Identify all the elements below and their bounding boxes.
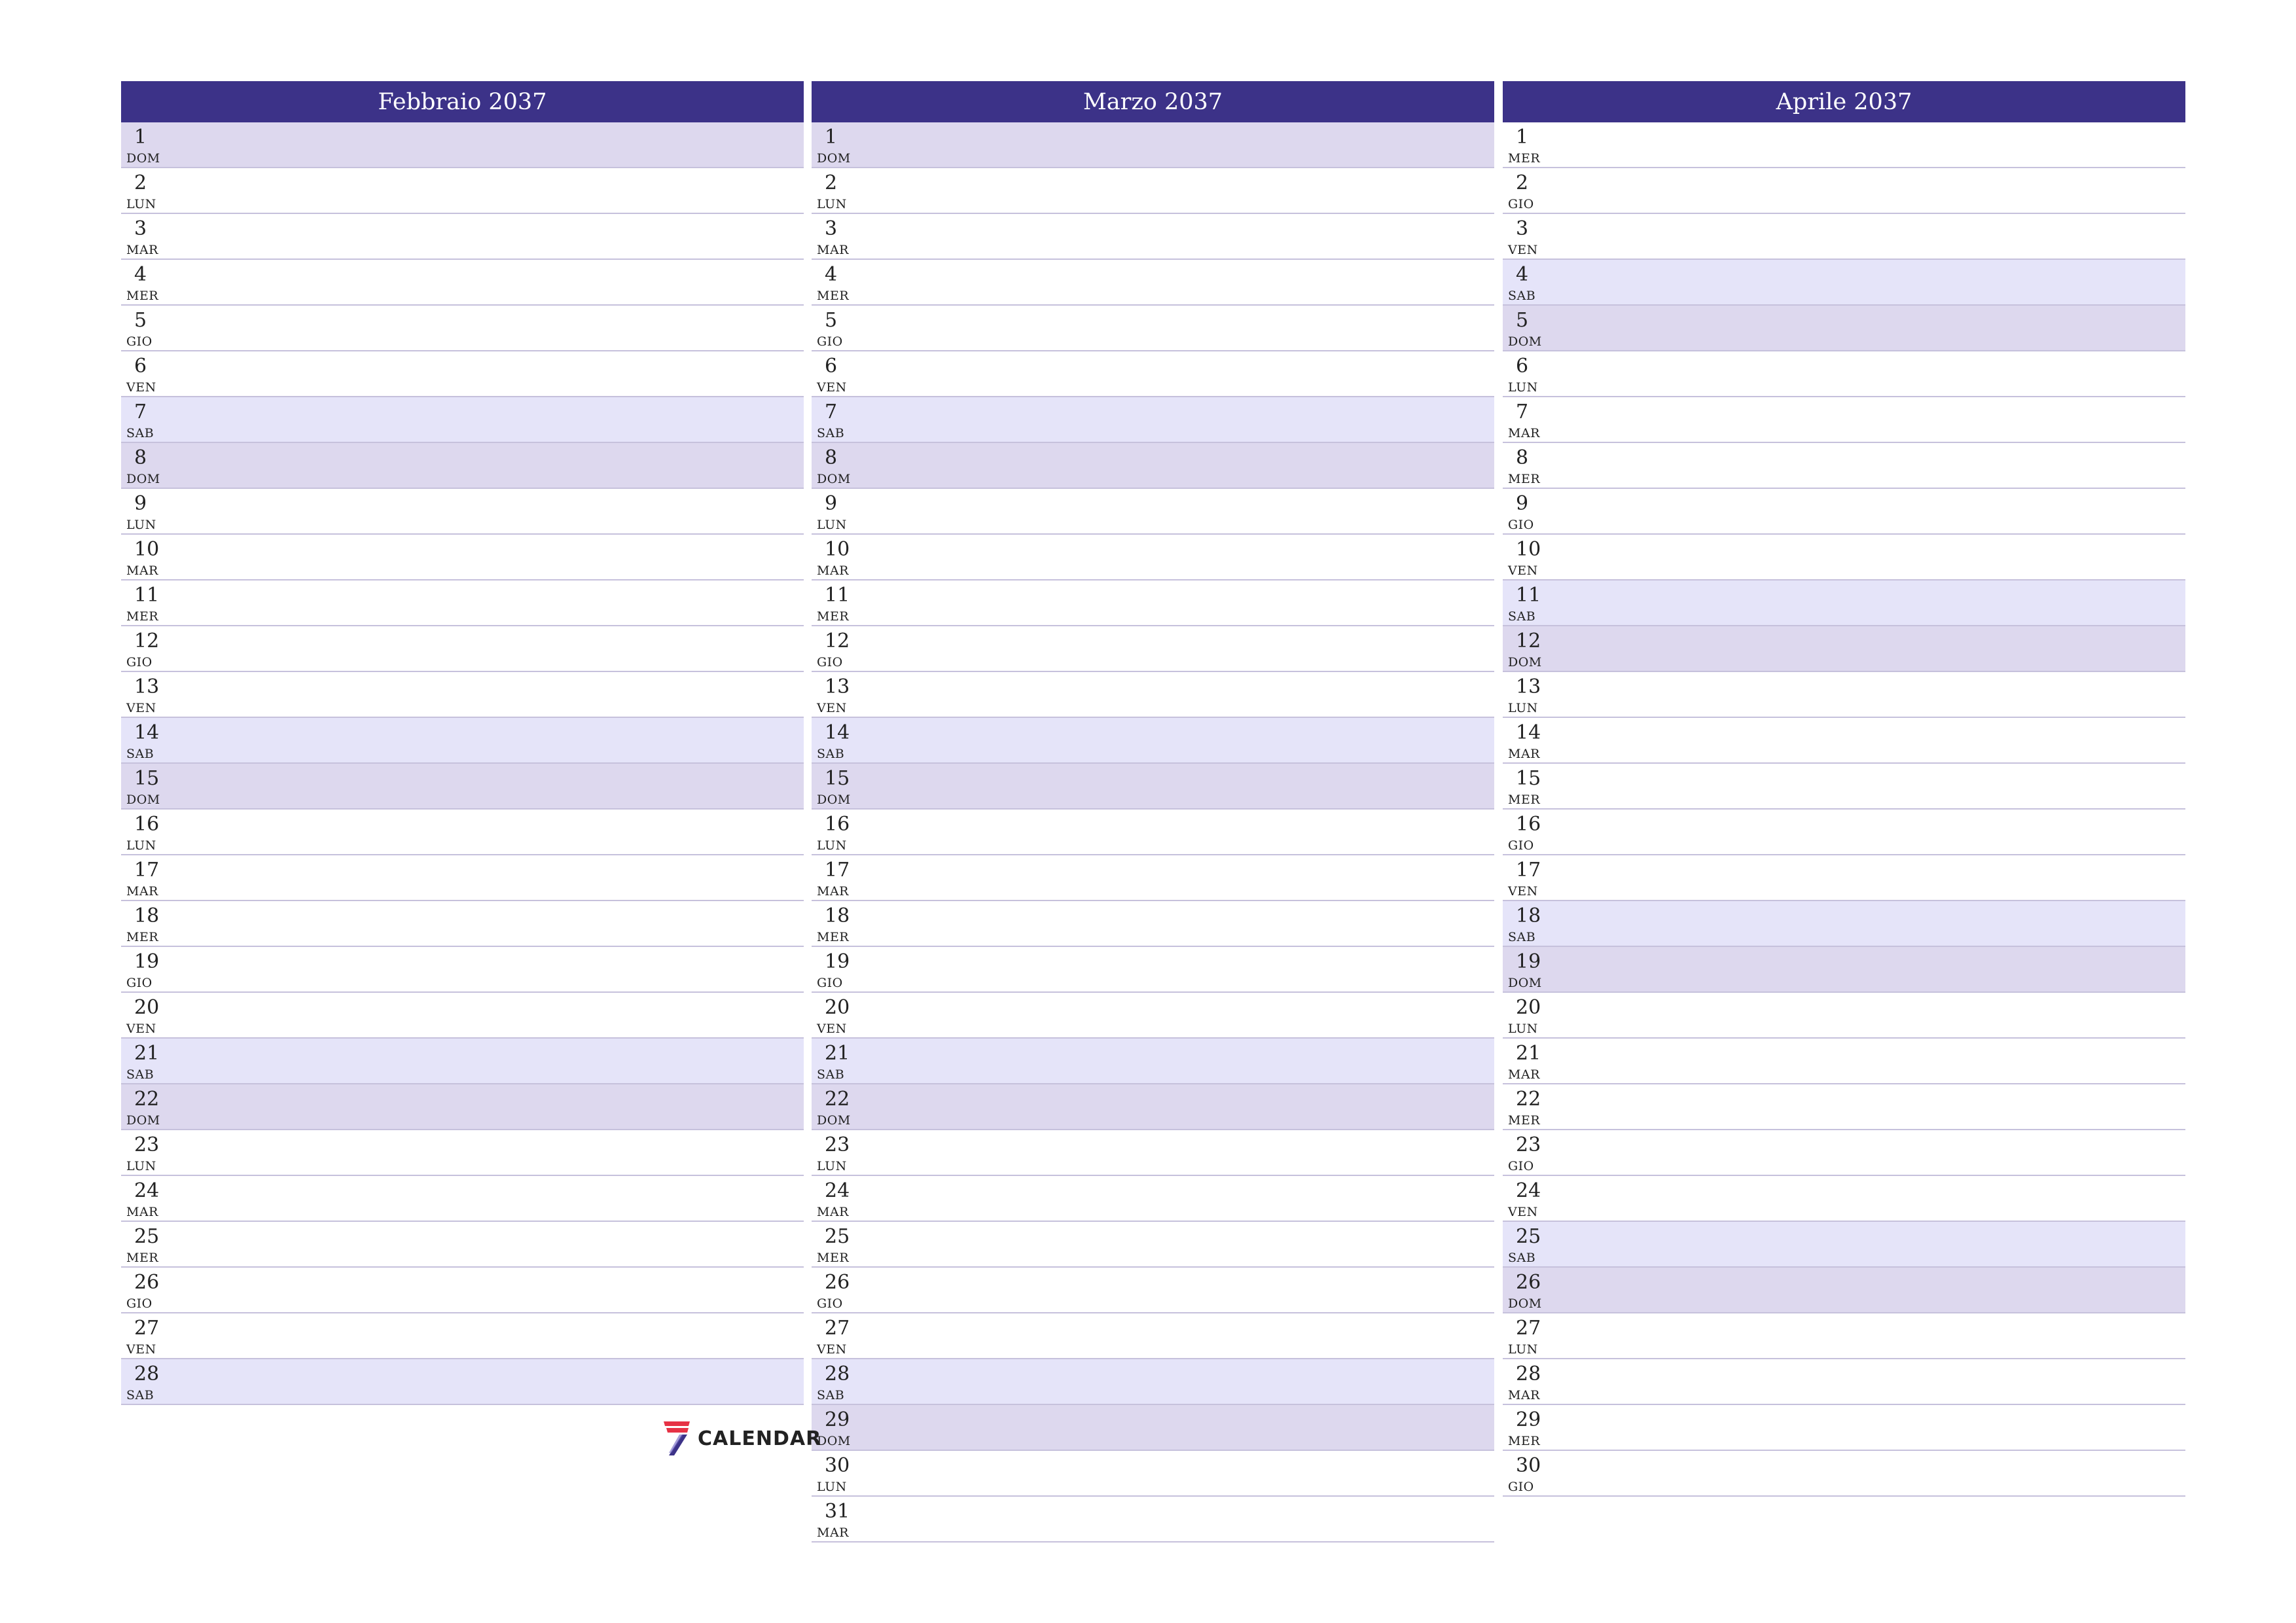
- weekday-abbr: SAB: [126, 1067, 154, 1082]
- day-row: [1503, 1313, 2185, 1359]
- seven-logo-icon: [662, 1420, 691, 1457]
- day-row: [812, 672, 1494, 718]
- weekday-abbr: SAB: [1508, 609, 1536, 624]
- day-number: 7: [1516, 401, 1529, 423]
- day-row: [1503, 1039, 2185, 1084]
- weekday-abbr: VEN: [1508, 563, 1538, 578]
- weekday-abbr: DOM: [1508, 655, 1542, 669]
- weekday-abbr: DOM: [817, 793, 851, 807]
- day-number: 30: [825, 1454, 850, 1477]
- day-number: 26: [1516, 1271, 1541, 1294]
- day-number: 22: [825, 1088, 850, 1111]
- day-number: 30: [1516, 1454, 1541, 1477]
- weekday-abbr: SAB: [126, 426, 154, 440]
- weekday-abbr: VEN: [1508, 243, 1538, 257]
- day-row: [121, 535, 804, 580]
- weekday-abbr: GIO: [817, 976, 843, 990]
- day-number: 9: [1516, 492, 1529, 515]
- weekday-abbr: MER: [126, 609, 159, 624]
- day-number: 21: [134, 1042, 160, 1065]
- day-row: [812, 397, 1494, 443]
- weekday-abbr: SAB: [1508, 1251, 1536, 1265]
- day-number: 13: [1516, 675, 1541, 698]
- day-number: 2: [1516, 171, 1529, 194]
- day-number: 19: [134, 950, 160, 973]
- day-number: 28: [825, 1363, 850, 1385]
- weekday-abbr: DOM: [126, 151, 160, 166]
- weekday-abbr: VEN: [817, 380, 847, 395]
- weekday-abbr: MER: [1508, 151, 1541, 166]
- day-row: [121, 764, 804, 810]
- day-number: 22: [1516, 1088, 1541, 1111]
- day-row: [121, 1039, 804, 1084]
- weekday-abbr: LUN: [817, 518, 847, 532]
- day-number: 4: [825, 263, 838, 286]
- weekday-abbr: LUN: [126, 197, 156, 211]
- day-number: 18: [825, 904, 850, 927]
- day-number: 22: [134, 1088, 160, 1111]
- day-number: 28: [1516, 1363, 1541, 1385]
- day-number: 1: [1516, 126, 1529, 149]
- weekday-abbr: MER: [1508, 472, 1541, 486]
- day-number: 12: [134, 630, 160, 652]
- weekday-abbr: GIO: [126, 1296, 152, 1311]
- day-list: [812, 122, 1494, 1543]
- day-number: 14: [1516, 721, 1541, 744]
- day-number: 16: [134, 813, 160, 836]
- weekday-abbr: SAB: [1508, 930, 1536, 944]
- day-row: [121, 351, 804, 397]
- day-row: [121, 1130, 804, 1176]
- weekday-abbr: MER: [126, 289, 159, 303]
- day-row: [1503, 397, 2185, 443]
- day-number: 17: [134, 859, 160, 882]
- day-number: 20: [825, 996, 850, 1019]
- weekday-abbr: GIO: [126, 976, 152, 990]
- day-row: [121, 672, 804, 718]
- day-row: [1503, 626, 2185, 672]
- weekday-abbr: VEN: [1508, 884, 1538, 899]
- weekday-abbr: LUN: [1508, 380, 1538, 395]
- day-number: 2: [134, 171, 147, 194]
- day-row: [1503, 580, 2185, 626]
- weekday-abbr: SAB: [817, 747, 845, 761]
- day-row: [812, 855, 1494, 901]
- day-number: 13: [134, 675, 160, 698]
- day-row: [1503, 168, 2185, 214]
- day-row: [1503, 260, 2185, 306]
- day-number: 3: [134, 217, 147, 240]
- day-number: 31: [825, 1500, 850, 1523]
- day-row: [812, 718, 1494, 764]
- day-row: [812, 580, 1494, 626]
- day-row: [812, 168, 1494, 214]
- weekday-abbr: SAB: [817, 1067, 845, 1082]
- weekday-abbr: DOM: [126, 1113, 160, 1128]
- weekday-abbr: DOM: [1508, 1296, 1542, 1311]
- day-row: [121, 214, 804, 260]
- day-row: [121, 1222, 804, 1268]
- day-number: 5: [825, 309, 838, 332]
- weekday-abbr: MAR: [126, 1205, 158, 1219]
- day-row: [1503, 993, 2185, 1039]
- day-row: [812, 1313, 1494, 1359]
- brand-logo: [662, 1420, 821, 1457]
- day-number: 10: [1516, 538, 1541, 561]
- day-number: 9: [134, 492, 147, 515]
- day-row: [812, 122, 1494, 168]
- weekday-abbr: VEN: [817, 1022, 847, 1036]
- day-row: [1503, 1268, 2185, 1313]
- day-row: [1503, 306, 2185, 351]
- weekday-abbr: LUN: [817, 1480, 847, 1494]
- day-row: [121, 718, 804, 764]
- day-number: 19: [1516, 950, 1541, 973]
- day-row: [812, 443, 1494, 489]
- weekday-abbr: MAR: [1508, 1388, 1540, 1402]
- weekday-abbr: DOM: [1508, 334, 1542, 349]
- day-number: 29: [1516, 1408, 1541, 1431]
- month-title: Aprile 2037: [1503, 81, 2185, 122]
- weekday-abbr: MER: [126, 930, 159, 944]
- day-row: [812, 947, 1494, 993]
- day-row: [121, 260, 804, 306]
- day-number: 8: [134, 446, 147, 469]
- day-number: 15: [1516, 767, 1541, 790]
- day-number: 6: [134, 355, 147, 378]
- day-row: [812, 260, 1494, 306]
- day-number: 20: [134, 996, 160, 1019]
- weekday-abbr: MAR: [817, 1525, 849, 1540]
- day-row: [121, 1268, 804, 1313]
- weekday-abbr: LUN: [126, 838, 156, 853]
- day-row: [1503, 1176, 2185, 1222]
- day-number: 24: [825, 1179, 850, 1202]
- day-number: 17: [1516, 859, 1541, 882]
- day-row: [121, 168, 804, 214]
- day-number: 27: [825, 1317, 850, 1340]
- weekday-abbr: GIO: [817, 655, 843, 669]
- day-row: [1503, 1451, 2185, 1497]
- weekday-abbr: VEN: [126, 1342, 156, 1357]
- day-number: 28: [134, 1363, 160, 1385]
- day-row: [121, 855, 804, 901]
- day-number: 12: [1516, 630, 1541, 652]
- day-number: 24: [1516, 1179, 1541, 1202]
- day-number: 6: [1516, 355, 1529, 378]
- day-row: [812, 1268, 1494, 1313]
- weekday-abbr: MAR: [1508, 426, 1540, 440]
- day-row: [812, 901, 1494, 947]
- day-number: 12: [825, 630, 850, 652]
- day-number: 26: [825, 1271, 850, 1294]
- day-row: [121, 810, 804, 855]
- day-row: [812, 1497, 1494, 1543]
- day-number: 7: [825, 401, 838, 423]
- weekday-abbr: VEN: [817, 701, 847, 715]
- day-row: [812, 626, 1494, 672]
- day-number: 3: [825, 217, 838, 240]
- weekday-abbr: SAB: [1508, 289, 1536, 303]
- day-row: [1503, 214, 2185, 260]
- day-row: [121, 122, 804, 168]
- weekday-abbr: LUN: [1508, 1022, 1538, 1036]
- weekday-abbr: VEN: [126, 701, 156, 715]
- weekday-abbr: MER: [1508, 1113, 1541, 1128]
- day-row: [1503, 351, 2185, 397]
- day-row: [812, 1084, 1494, 1130]
- weekday-abbr: MAR: [126, 884, 158, 899]
- weekday-abbr: SAB: [126, 1388, 154, 1402]
- day-number: 8: [825, 446, 838, 469]
- day-number: 4: [1516, 263, 1529, 286]
- weekday-abbr: DOM: [817, 472, 851, 486]
- weekday-abbr: GIO: [126, 334, 152, 349]
- day-number: 3: [1516, 217, 1529, 240]
- day-row: [812, 1405, 1494, 1451]
- weekday-abbr: VEN: [126, 1022, 156, 1036]
- day-number: 11: [1516, 584, 1541, 607]
- weekday-abbr: MAR: [126, 243, 158, 257]
- weekday-abbr: DOM: [817, 1434, 851, 1448]
- day-row: [1503, 1405, 2185, 1451]
- day-number: 7: [134, 401, 147, 423]
- day-row: [812, 1176, 1494, 1222]
- weekday-abbr: GIO: [1508, 197, 1534, 211]
- day-number: 18: [1516, 904, 1541, 927]
- day-row: [121, 580, 804, 626]
- day-number: 14: [134, 721, 160, 744]
- day-number: 11: [825, 584, 850, 607]
- day-row: [1503, 443, 2185, 489]
- weekday-abbr: GIO: [1508, 1159, 1534, 1173]
- day-row: [121, 397, 804, 443]
- day-number: 26: [134, 1271, 160, 1294]
- month-title: Marzo 2037: [812, 81, 1494, 122]
- day-row: [812, 1130, 1494, 1176]
- day-row: [1503, 1130, 2185, 1176]
- day-number: 29: [825, 1408, 850, 1431]
- day-number: 23: [1516, 1133, 1541, 1156]
- weekday-abbr: GIO: [1508, 838, 1534, 853]
- day-row: [812, 993, 1494, 1039]
- weekday-abbr: GIO: [126, 655, 152, 669]
- day-number: 16: [1516, 813, 1541, 836]
- day-number: 27: [1516, 1317, 1541, 1340]
- weekday-abbr: MER: [126, 1251, 159, 1265]
- day-row: [1503, 1359, 2185, 1405]
- weekday-abbr: DOM: [126, 793, 160, 807]
- day-number: 24: [134, 1179, 160, 1202]
- day-row: [121, 1313, 804, 1359]
- day-row: [812, 351, 1494, 397]
- day-row: [812, 306, 1494, 351]
- month-column-3: [1503, 81, 2185, 1497]
- weekday-abbr: MER: [1508, 793, 1541, 807]
- day-number: 2: [825, 171, 838, 194]
- day-number: 1: [825, 126, 838, 149]
- day-row: [121, 901, 804, 947]
- logo-text: CALENDAR: [698, 1427, 822, 1450]
- weekday-abbr: MAR: [817, 884, 849, 899]
- weekday-abbr: VEN: [817, 1342, 847, 1357]
- day-row: [1503, 810, 2185, 855]
- day-row: [121, 947, 804, 993]
- weekday-abbr: MAR: [817, 243, 849, 257]
- weekday-abbr: DOM: [817, 1113, 851, 1128]
- day-number: 5: [1516, 309, 1529, 332]
- day-row: [121, 443, 804, 489]
- day-row: [1503, 672, 2185, 718]
- weekday-abbr: MAR: [817, 563, 849, 578]
- month-column-2: [812, 81, 1494, 1543]
- day-row: [1503, 1084, 2185, 1130]
- weekday-abbr: GIO: [1508, 518, 1534, 532]
- day-row: [812, 489, 1494, 535]
- day-number: 1: [134, 126, 147, 149]
- weekday-abbr: SAB: [817, 1388, 845, 1402]
- day-row: [121, 1359, 804, 1405]
- day-row: [1503, 855, 2185, 901]
- day-number: 13: [825, 675, 850, 698]
- day-number: 11: [134, 584, 160, 607]
- weekday-abbr: SAB: [817, 426, 845, 440]
- day-number: 25: [1516, 1225, 1541, 1248]
- day-list: [1503, 122, 2185, 1497]
- weekday-abbr: MER: [817, 1251, 850, 1265]
- day-row: [1503, 718, 2185, 764]
- day-row: [812, 810, 1494, 855]
- weekday-abbr: DOM: [126, 472, 160, 486]
- weekday-abbr: MAR: [817, 1205, 849, 1219]
- weekday-abbr: MAR: [1508, 747, 1540, 761]
- day-number: 23: [134, 1133, 160, 1156]
- weekday-abbr: LUN: [126, 1159, 156, 1173]
- day-number: 18: [134, 904, 160, 927]
- weekday-abbr: VEN: [1508, 1205, 1538, 1219]
- weekday-abbr: DOM: [1508, 976, 1542, 990]
- weekday-abbr: VEN: [126, 380, 156, 395]
- month-column-1: [121, 81, 804, 1405]
- day-row: [121, 1176, 804, 1222]
- day-row: [1503, 947, 2185, 993]
- day-row: [121, 489, 804, 535]
- day-row: [812, 1451, 1494, 1497]
- day-number: 16: [825, 813, 850, 836]
- weekday-abbr: DOM: [817, 151, 851, 166]
- day-number: 10: [134, 538, 160, 561]
- day-number: 25: [825, 1225, 850, 1248]
- weekday-abbr: LUN: [126, 518, 156, 532]
- day-row: [1503, 489, 2185, 535]
- day-list: [121, 122, 804, 1405]
- day-row: [1503, 122, 2185, 168]
- day-number: 20: [1516, 996, 1541, 1019]
- day-number: 6: [825, 355, 838, 378]
- day-row: [812, 214, 1494, 260]
- month-title: Febbraio 2037: [121, 81, 804, 122]
- day-row: [812, 535, 1494, 580]
- day-number: 21: [1516, 1042, 1541, 1065]
- day-row: [1503, 901, 2185, 947]
- day-number: 21: [825, 1042, 850, 1065]
- day-number: 15: [825, 767, 850, 790]
- weekday-abbr: MER: [1508, 1434, 1541, 1448]
- weekday-abbr: MER: [817, 289, 850, 303]
- day-row: [1503, 764, 2185, 810]
- weekday-abbr: MER: [817, 930, 850, 944]
- weekday-abbr: LUN: [817, 197, 847, 211]
- weekday-abbr: SAB: [126, 747, 154, 761]
- day-row: [1503, 1222, 2185, 1268]
- day-row: [121, 306, 804, 351]
- day-row: [1503, 535, 2185, 580]
- day-number: 27: [134, 1317, 160, 1340]
- day-number: 9: [825, 492, 838, 515]
- day-number: 5: [134, 309, 147, 332]
- day-row: [812, 764, 1494, 810]
- day-number: 10: [825, 538, 850, 561]
- day-row: [121, 1084, 804, 1130]
- day-number: 14: [825, 721, 850, 744]
- day-row: [812, 1359, 1494, 1405]
- day-row: [812, 1039, 1494, 1084]
- weekday-abbr: GIO: [817, 1296, 843, 1311]
- weekday-abbr: GIO: [1508, 1480, 1534, 1494]
- weekday-abbr: MAR: [126, 563, 158, 578]
- weekday-abbr: LUN: [1508, 1342, 1538, 1357]
- day-number: 23: [825, 1133, 850, 1156]
- day-number: 8: [1516, 446, 1529, 469]
- weekday-abbr: LUN: [1508, 701, 1538, 715]
- day-number: 4: [134, 263, 147, 286]
- day-row: [121, 626, 804, 672]
- weekday-abbr: MAR: [1508, 1067, 1540, 1082]
- weekday-abbr: LUN: [817, 838, 847, 853]
- day-row: [812, 1222, 1494, 1268]
- day-number: 25: [134, 1225, 160, 1248]
- day-row: [121, 993, 804, 1039]
- day-number: 15: [134, 767, 160, 790]
- weekday-abbr: LUN: [817, 1159, 847, 1173]
- weekday-abbr: GIO: [817, 334, 843, 349]
- day-number: 19: [825, 950, 850, 973]
- day-number: 17: [825, 859, 850, 882]
- weekday-abbr: MER: [817, 609, 850, 624]
